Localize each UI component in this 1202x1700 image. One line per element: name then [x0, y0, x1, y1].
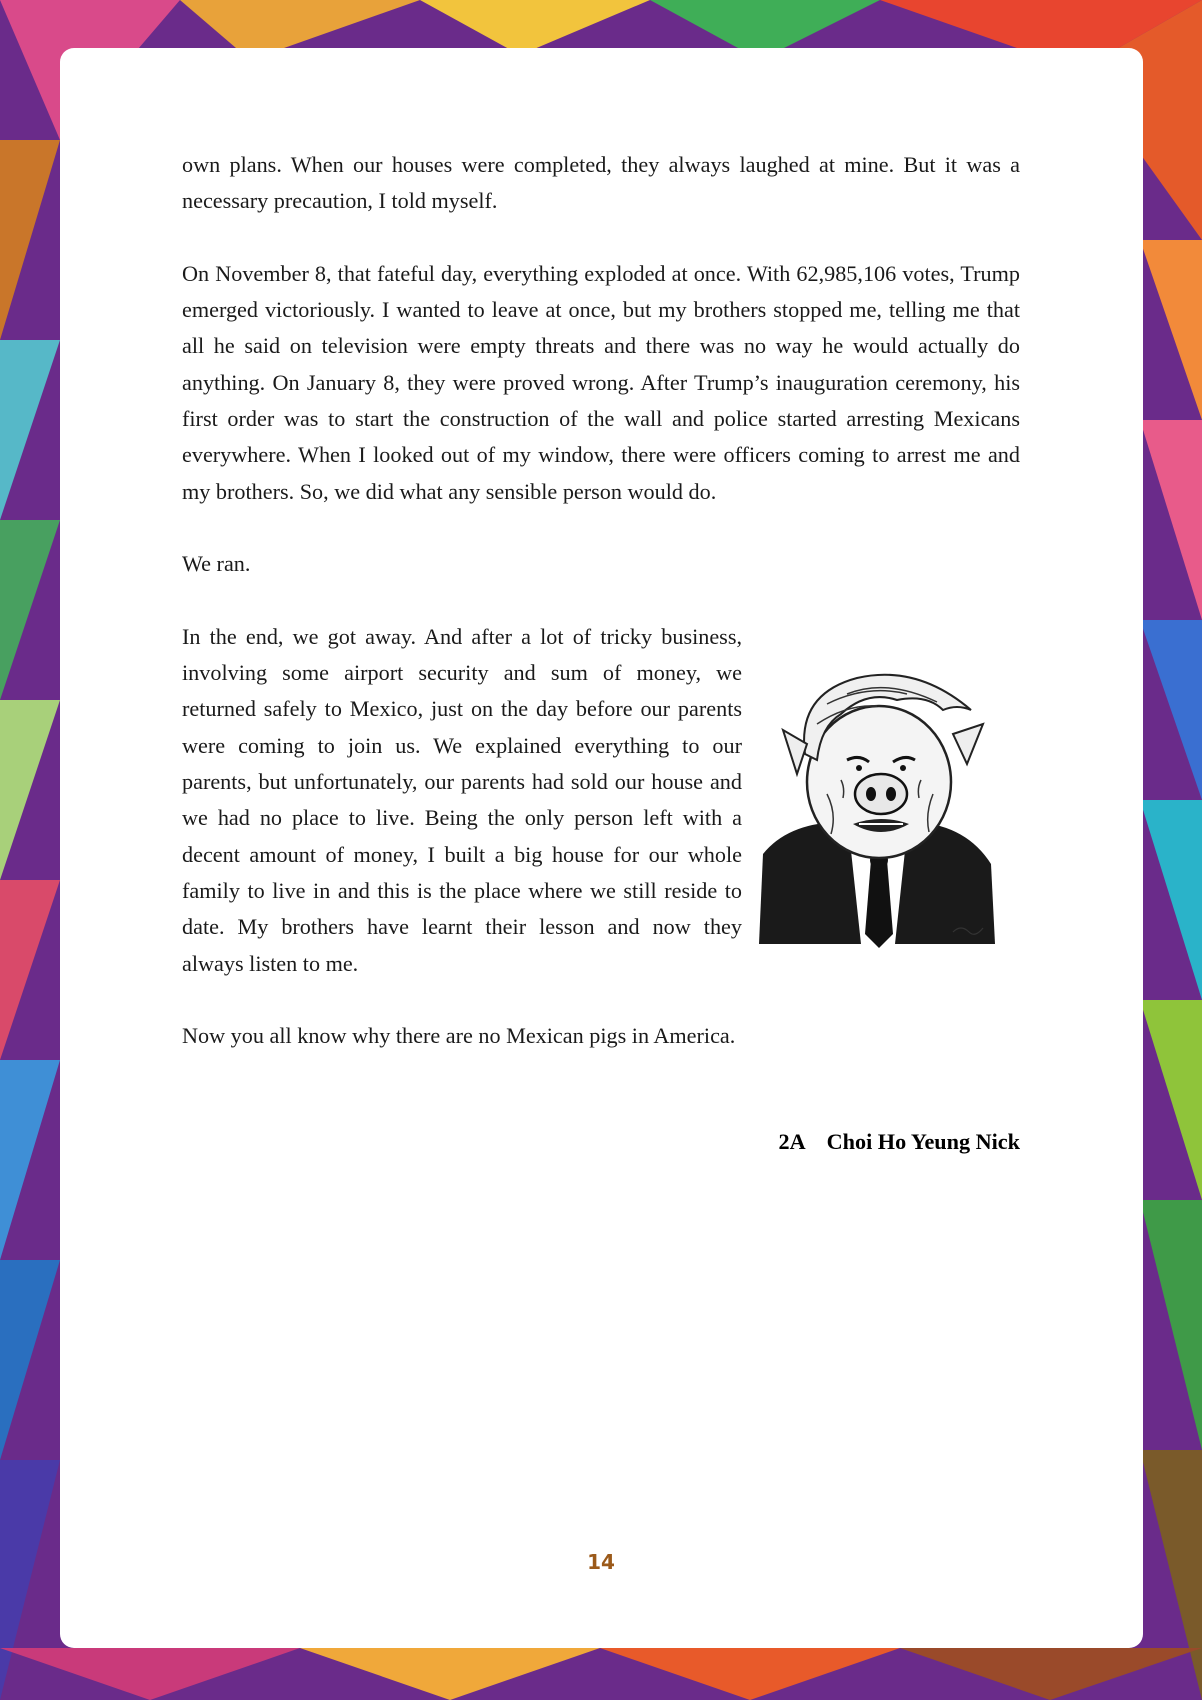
- author-class: 2A: [778, 1129, 805, 1154]
- paragraph-5: Now you all know why there are no Mexican pigs in America.: [182, 1023, 736, 1049]
- pig-caricature-illustration: [757, 664, 997, 956]
- page-number: 14: [587, 1550, 615, 1574]
- paragraph-3: We ran.: [182, 551, 251, 577]
- paragraph-4: In the end, we got away. And after a lot of tricky business, involving some airport security and sum of money, we returned safely to Mexico, just on the day before our parents were coming to join us. We explained everything to our parents, but unfortunately, our parents had sold our house and we had no place to live. Being the only person left with a decent amount of money, I built a big house for our whole family to live in and this is the place where we still reside to date. My brothers have learnt their lesson and now they always listen to me.: [182, 623, 742, 976]
- paragraph-1: own plans. When our houses were completed, they always laughed at mine. But it was a necessary precaution, I told myself.: [182, 152, 1020, 214]
- author-name: Choi Ho Yeung Nick: [826, 1129, 1020, 1154]
- author-line: [779, 1129, 1020, 1155]
- paragraph-2: On November 8, that fateful day, everything exploded at once. With 62,985,106 votes, Trump emerged victoriously. I wanted to leave at once, but my brothers stopped me, telling me that all he said on television were empty threats and there was no way he would actually do anything. On January 8, they were proved wrong. After Trump’s inauguration ceremony, his first order was to start the construction of the wall and police started arresting Mexicans everywhere. When I looked out of my window, there were officers coming to arrest me and my brothers. So, we did what any sensible person would do.: [182, 260, 1020, 504]
